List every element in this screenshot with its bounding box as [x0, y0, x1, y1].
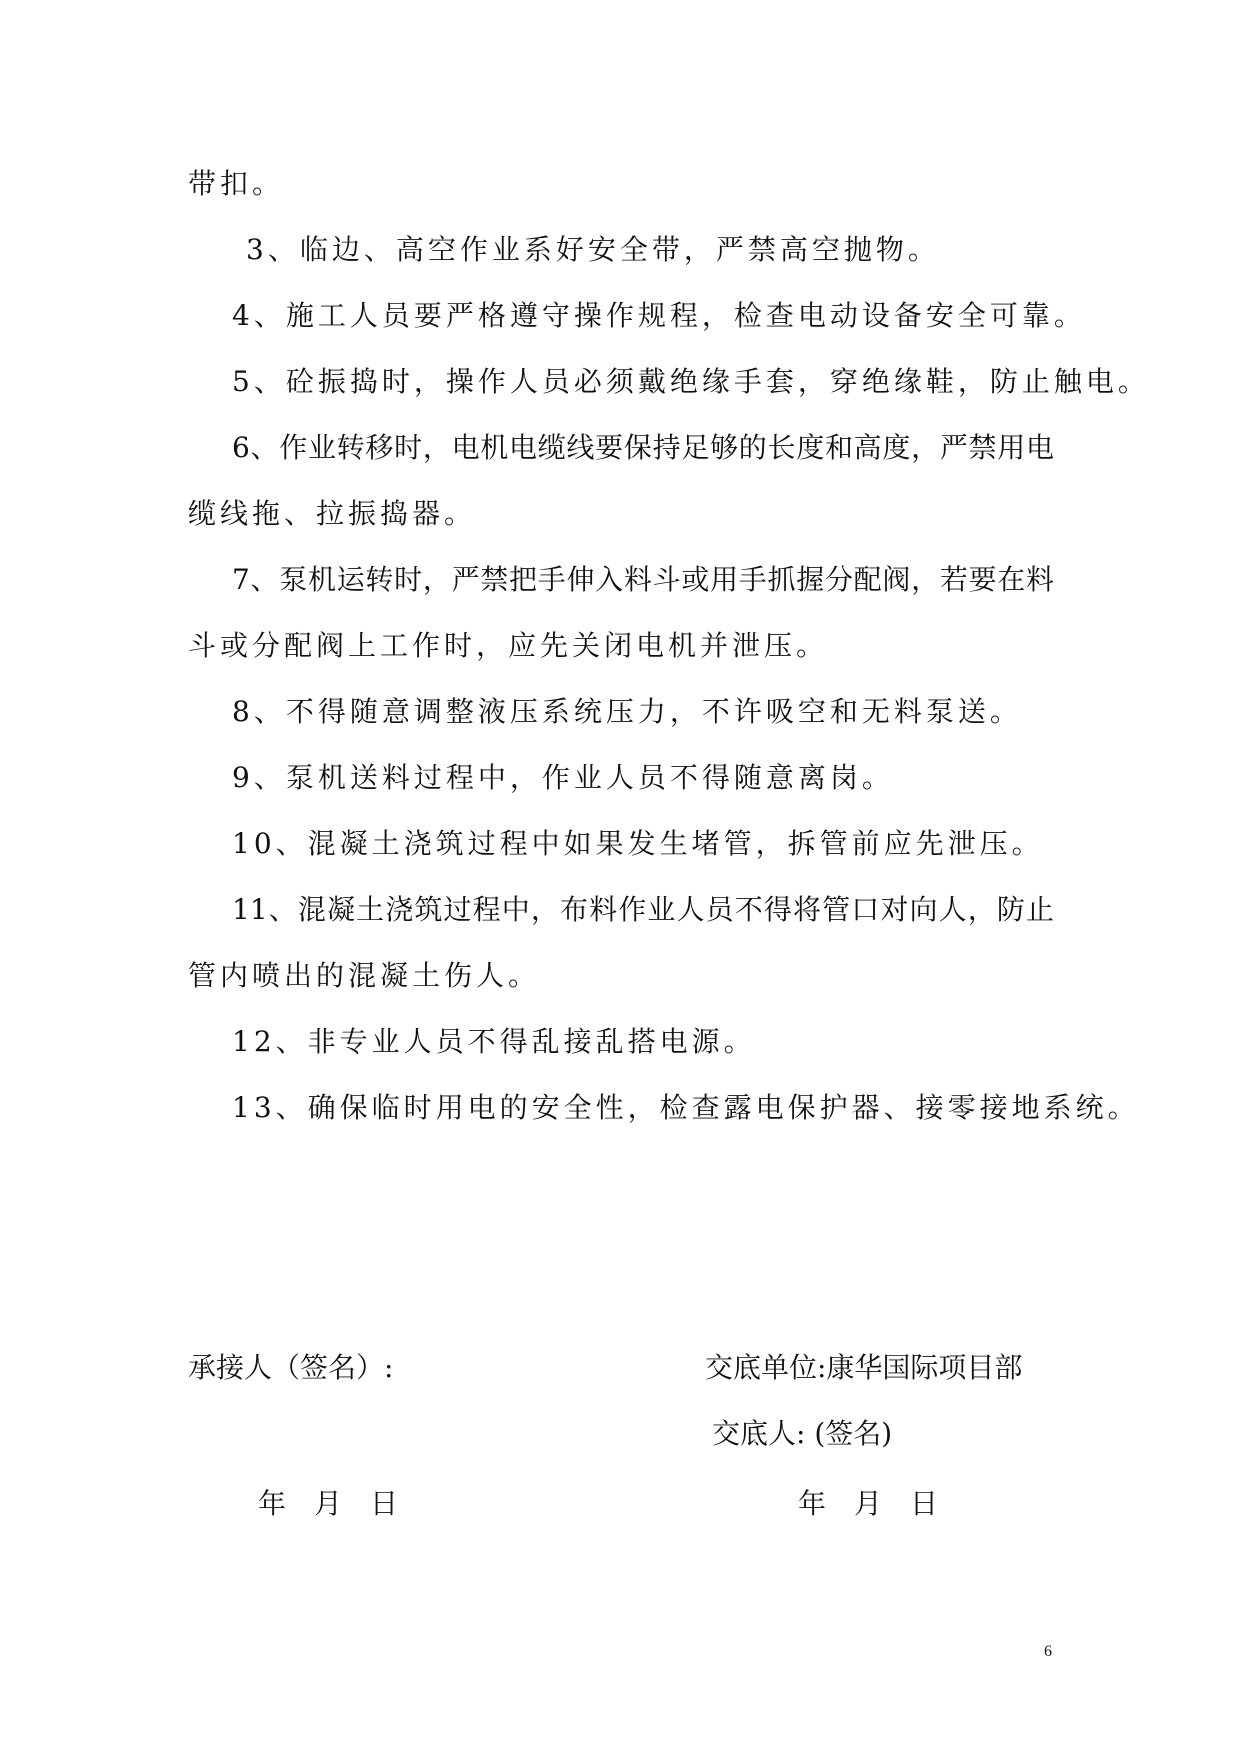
- receiver-date: [258, 1486, 426, 1522]
- paragraph-item-10: 10、混凝土浇筑过程中如果发生堵管，拆管前应先泄压。: [232, 827, 1044, 860]
- unit-label: 交底单位:康华国际项目部: [705, 1351, 1023, 1384]
- date-year: 年: [258, 1487, 287, 1520]
- presenter-signature-label: 交底人: (签名): [712, 1417, 893, 1450]
- date-month: 月: [854, 1487, 883, 1520]
- paragraph-item-8: 8、不得随意调整液压系统压力，不许吸空和无料泵送。: [232, 695, 1022, 728]
- paragraph-line: 斗或分配阀上工作时，应先关闭电机并泄压。: [188, 629, 829, 662]
- paragraph-item-7: 7、泵机运转时，严禁把手伸入料斗或用手抓握分配阀，若要在料: [232, 563, 1054, 596]
- date-year: 年: [798, 1487, 827, 1520]
- paragraph-item-9: 9、泵机送料过程中，作业人员不得随意离岗。: [232, 761, 894, 794]
- paragraph-item-12: 12、非专业人员不得乱接乱搭电源。: [232, 1025, 756, 1058]
- page-number: 6: [1044, 1643, 1052, 1660]
- paragraph-item-6: 6、作业转移时，电机电缆线要保持足够的长度和高度，严禁用电: [232, 431, 1054, 464]
- date-month: 月: [314, 1487, 343, 1520]
- receiver-signature-label: 承接人（签名）:: [188, 1351, 394, 1384]
- paragraph-item-11: 11、混凝土浇筑过程中，布料作业人员不得将管口对向人，防止: [232, 893, 1054, 926]
- paragraph-item-13: 13、确保临时用电的安全性，检查露电保护器、接零接地系统。: [232, 1091, 1140, 1124]
- date-day: 日: [910, 1487, 939, 1520]
- paragraph-line: 带扣。: [188, 167, 285, 200]
- paragraph-line: 缆线拖、拉振捣器。: [188, 497, 477, 530]
- paragraph-item-5: 5、砼振捣时，操作人员必须戴绝缘手套，穿绝缘鞋，防止触电。: [232, 365, 1150, 398]
- paragraph-item-3: 3、临边、高空作业系好安全带，严禁高空抛物。: [246, 233, 940, 266]
- date-day: 日: [370, 1487, 399, 1520]
- presenter-date: [798, 1486, 966, 1522]
- paragraph-item-4: 4、施工人员要严格遵守操作规程，检查电动设备安全可靠。: [232, 299, 1086, 332]
- paragraph-line: 管内喷出的混凝土伤人。: [188, 959, 541, 992]
